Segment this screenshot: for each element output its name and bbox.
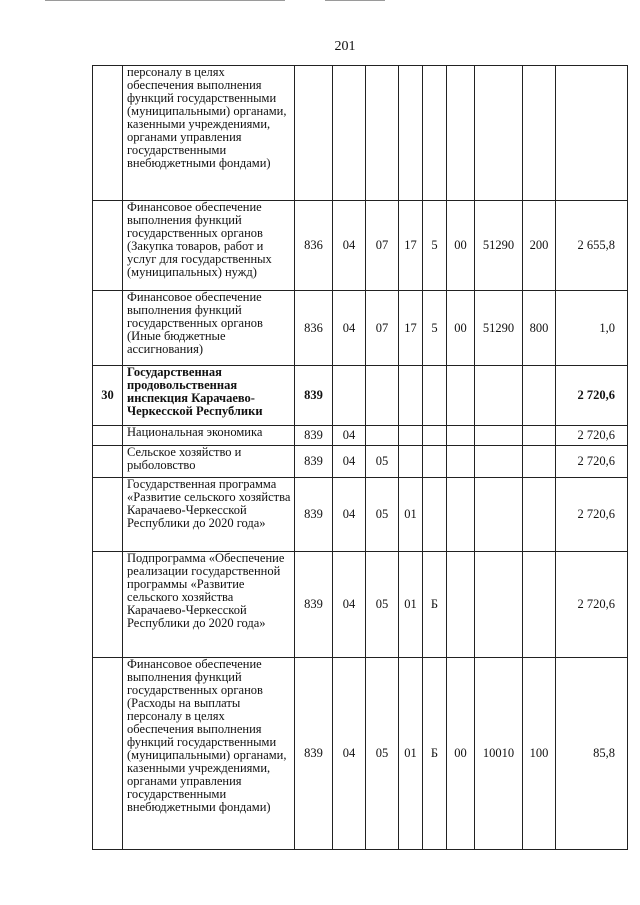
expense-type-code-cell [523, 552, 556, 658]
ministry-code-cell: 836 [295, 201, 333, 291]
subprogram-code-cell: Б [423, 552, 447, 658]
program-code-cell [399, 446, 423, 478]
program-code-cell: 01 [399, 478, 423, 552]
direction-code-cell: 00 [447, 291, 475, 366]
amount-cell [556, 66, 628, 201]
row-name-cell: Национальная экономика [123, 426, 295, 446]
row-name-cell: персоналу в целях обеспечения выполнения функций государственными (муниципальными) органами, казенными учреждениями, органами управления государственными внебюджетными фондами) [123, 66, 295, 201]
table-row [93, 291, 628, 366]
direction-code-cell [447, 552, 475, 658]
expense-code-cell [475, 66, 523, 201]
subprogram-code-cell [423, 66, 447, 201]
expense-code-cell [475, 426, 523, 446]
table-row [93, 446, 628, 478]
subsection-code-cell [366, 66, 399, 201]
amount-cell: 2 720,6 [556, 366, 628, 426]
expense-type-code-cell [523, 478, 556, 552]
subsection-code-cell: 05 [366, 552, 399, 658]
scan-top-line-right [325, 0, 385, 1]
expense-type-code-cell [523, 446, 556, 478]
amount-cell: 2 720,6 [556, 552, 628, 658]
row-name-cell: Финансовое обеспечение выполнения функций государственных органов (Иные бюджетные ассигнования) [123, 291, 295, 366]
subprogram-code-cell [423, 366, 447, 426]
section-code-cell [333, 366, 366, 426]
row-name-cell: Финансовое обеспечение выполнения функций государственных органов (Закупка товаров, работ и услуг для государственных (муниципальных) нужд) [123, 201, 295, 291]
row-name-cell: Государственная продовольственная инспекция Карачаево-Черкесской Республики [123, 366, 295, 426]
subsection-code-cell: 05 [366, 446, 399, 478]
row-number-cell [93, 446, 123, 478]
subprogram-code-cell [423, 446, 447, 478]
expense-type-code-cell: 200 [523, 201, 556, 291]
expense-code-cell [475, 552, 523, 658]
table-row [93, 478, 628, 552]
subsection-code-cell: 05 [366, 658, 399, 850]
direction-code-cell [447, 426, 475, 446]
ministry-code-cell: 839 [295, 658, 333, 850]
program-code-cell: 01 [399, 552, 423, 658]
section-code-cell: 04 [333, 552, 366, 658]
ministry-code-cell: 839 [295, 366, 333, 426]
expense-code-cell [475, 446, 523, 478]
section-code-cell: 04 [333, 658, 366, 850]
ministry-code-cell [295, 66, 333, 201]
ministry-code-cell: 836 [295, 291, 333, 366]
direction-code-cell: 00 [447, 201, 475, 291]
section-code-cell: 04 [333, 478, 366, 552]
row-name-cell: Сельское хозяйство и рыболовство [123, 446, 295, 478]
program-code-cell [399, 426, 423, 446]
section-code-cell: 04 [333, 201, 366, 291]
row-number-cell [93, 552, 123, 658]
row-number-cell: 30 [93, 366, 123, 426]
direction-code-cell [447, 478, 475, 552]
row-number-cell [93, 658, 123, 850]
table-row [93, 366, 628, 426]
expense-code-cell: 51290 [475, 291, 523, 366]
expense-type-code-cell: 100 [523, 658, 556, 850]
table-row [93, 552, 628, 658]
ministry-code-cell: 839 [295, 552, 333, 658]
row-number-cell [93, 478, 123, 552]
subprogram-code-cell: Б [423, 658, 447, 850]
budget-table [92, 65, 628, 850]
section-code-cell: 04 [333, 446, 366, 478]
program-code-cell [399, 66, 423, 201]
amount-cell: 2 655,8 [556, 201, 628, 291]
row-name-cell: Государственная программа «Развитие сельского хозяйства Карачаево-Черкесской Республики до 2020 года» [123, 478, 295, 552]
direction-code-cell [447, 66, 475, 201]
page-number: 201 [334, 39, 356, 54]
expense-type-code-cell [523, 66, 556, 201]
subsection-code-cell [366, 366, 399, 426]
expense-code-cell [475, 478, 523, 552]
section-code-cell [333, 66, 366, 201]
expense-code-cell: 10010 [475, 658, 523, 850]
program-code-cell: 17 [399, 201, 423, 291]
amount-cell: 2 720,6 [556, 478, 628, 552]
amount-cell: 2 720,6 [556, 426, 628, 446]
direction-code-cell [447, 446, 475, 478]
ministry-code-cell: 839 [295, 478, 333, 552]
program-code-cell: 01 [399, 658, 423, 850]
ministry-code-cell: 839 [295, 446, 333, 478]
direction-code-cell [447, 366, 475, 426]
section-code-cell: 04 [333, 291, 366, 366]
subprogram-code-cell: 5 [423, 291, 447, 366]
subsection-code-cell: 05 [366, 478, 399, 552]
row-number-cell [93, 291, 123, 366]
table-row [93, 201, 628, 291]
table-row [93, 658, 628, 850]
expense-code-cell: 51290 [475, 201, 523, 291]
expense-type-code-cell [523, 426, 556, 446]
program-code-cell: 17 [399, 291, 423, 366]
table-row [93, 66, 628, 201]
subprogram-code-cell [423, 478, 447, 552]
subprogram-code-cell [423, 426, 447, 446]
row-number-cell [93, 426, 123, 446]
row-number-cell [93, 66, 123, 201]
expense-code-cell [475, 366, 523, 426]
amount-cell: 85,8 [556, 658, 628, 850]
expense-type-code-cell [523, 366, 556, 426]
row-name-cell: Финансовое обеспечение выполнения функций государственных органов (Расходы на выплаты персоналу в целях обеспечения выполнения функций государственными (муниципальными) органами, казенными учреждениями, органами управления государственными внебюджетными фондами) [123, 658, 295, 850]
subsection-code-cell: 07 [366, 291, 399, 366]
direction-code-cell: 00 [447, 658, 475, 850]
amount-cell: 2 720,6 [556, 446, 628, 478]
subsection-code-cell: 07 [366, 201, 399, 291]
expense-type-code-cell: 800 [523, 291, 556, 366]
amount-cell: 1,0 [556, 291, 628, 366]
ministry-code-cell: 839 [295, 426, 333, 446]
subprogram-code-cell: 5 [423, 201, 447, 291]
row-number-cell [93, 201, 123, 291]
program-code-cell [399, 366, 423, 426]
subsection-code-cell [366, 426, 399, 446]
table-row [93, 426, 628, 446]
scan-top-line-left [45, 0, 285, 1]
section-code-cell: 04 [333, 426, 366, 446]
row-name-cell: Подпрограмма «Обеспечение реализации государственной программы «Развитие сельского хозяйства Карачаево-Черкесской Республики до 2020 года» [123, 552, 295, 658]
